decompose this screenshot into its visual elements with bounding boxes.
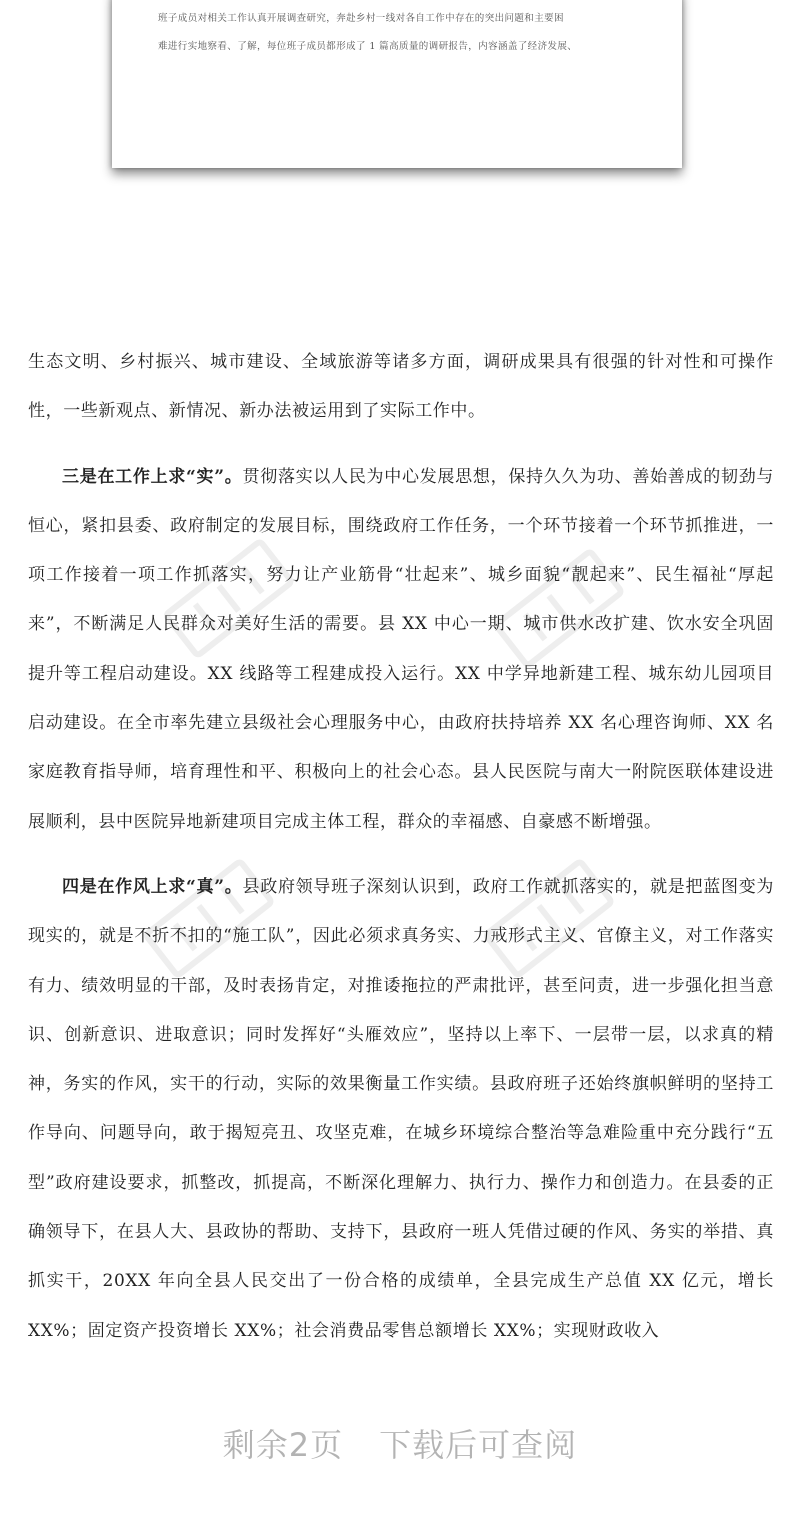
paragraph-content: 贯彻落实以人民为中心发展思想，保持久久为功、善始善成的韧劲与恒心，紧扣县委、政府制定的发展目标，围绕政府工作任务，一个环节接着一个环节抓推进，一项工作接着一项工作抓落实，努力让产业筋骨“壮起来”、城乡面貌“靓起来”、民生福祉“厚起来”，不断满足人民群众对美好生活的需要。县 XX 中心一期、城市供水改扩建、饮水安全巩固提升等工程启动建设。XX 线路等工程建成投入运行。XX 中学异地新建工程、城东幼儿园项目启动建设。在全市率先建立县级社会心理服务中心，由政府扶持培养 XX 名心理咨询师、XX 名家庭教育指导师，培育理性和平、积极向上的社会心态。县人民医院与南大一附院医联体建设进展顺利，县中医院异地新建项目完成主体工程，群众的幸福感、自豪感不断增强。 (28, 466, 775, 832)
preview-line-1: 班子成员对相关工作认真开展调查研究，奔赴乡村一线对各自工作中存在的突出问题和主要困 (158, 13, 564, 24)
paragraph-work-solid (28, 453, 774, 847)
paragraph-content: 县政府领导班子深刻认识到，政府工作就抓落实的，就是把蓝图变为现实的，就是不折不扣的“施工队”，因此必须求真务实、力戒形式主义、官僚主义，对工作落实有力、绩效明显的干部，及时表扬肯定，对推诿拖拉的严肃批评，甚至问责，进一步强化担当意识、创新意识、进取意识；同时发挥好“头雁效应”，坚持以上率下、一层带一层，以求真的精神，务实的作风，实干的行动，实际的效果衡量工作实绩。县政府班子还始终旗帜鲜明的坚持工作导向、问题导向，敢于揭短亮丑、攻坚克难，在城乡环境综合整治等急难险重中充分践行“五型”政府建设要求，抓整改，抓提高，不断深化理解力、执行力、操作力和创造力。在县委的正确领导下，在县人大、县政协的帮助、支持下，县政府一班人凭借过硬的作风、务实的举措、真抓实干，20XX 年向全县人民交出了一份合格的成绩单，全县完成生产总值 XX 亿元，增长 XX%；固定资产投资增长 XX%；社会消费品零售总额增长 XX%；实现财政收入 (28, 876, 775, 1341)
download-to-view-text: 下载后可查阅 (379, 1426, 578, 1464)
paragraph-lead: 四是在作风上求“真”。 (62, 876, 243, 897)
remaining-pages-text: 剩余2页 (222, 1426, 344, 1464)
paragraph-style-truth (28, 863, 774, 1356)
remaining-pages-banner[interactable] (0, 1420, 800, 1466)
document-body (28, 338, 774, 1356)
paragraph-lead: 三是在工作上求“实”。 (62, 466, 243, 487)
previous-page-preview (112, 0, 682, 168)
paragraph-research-results: 生态文明、乡村振兴、城市建设、全域旅游等诸多方面，调研成果具有很强的针对性和可操作性，一些新观点、新情况、新办法被运用到了实际工作中。 (28, 352, 774, 422)
preview-line-2: 难进行实地察看、了解，每位班子成员都形成了 1 篇高质量的调研报告，内容涵盖了经济发展、 (158, 41, 578, 52)
